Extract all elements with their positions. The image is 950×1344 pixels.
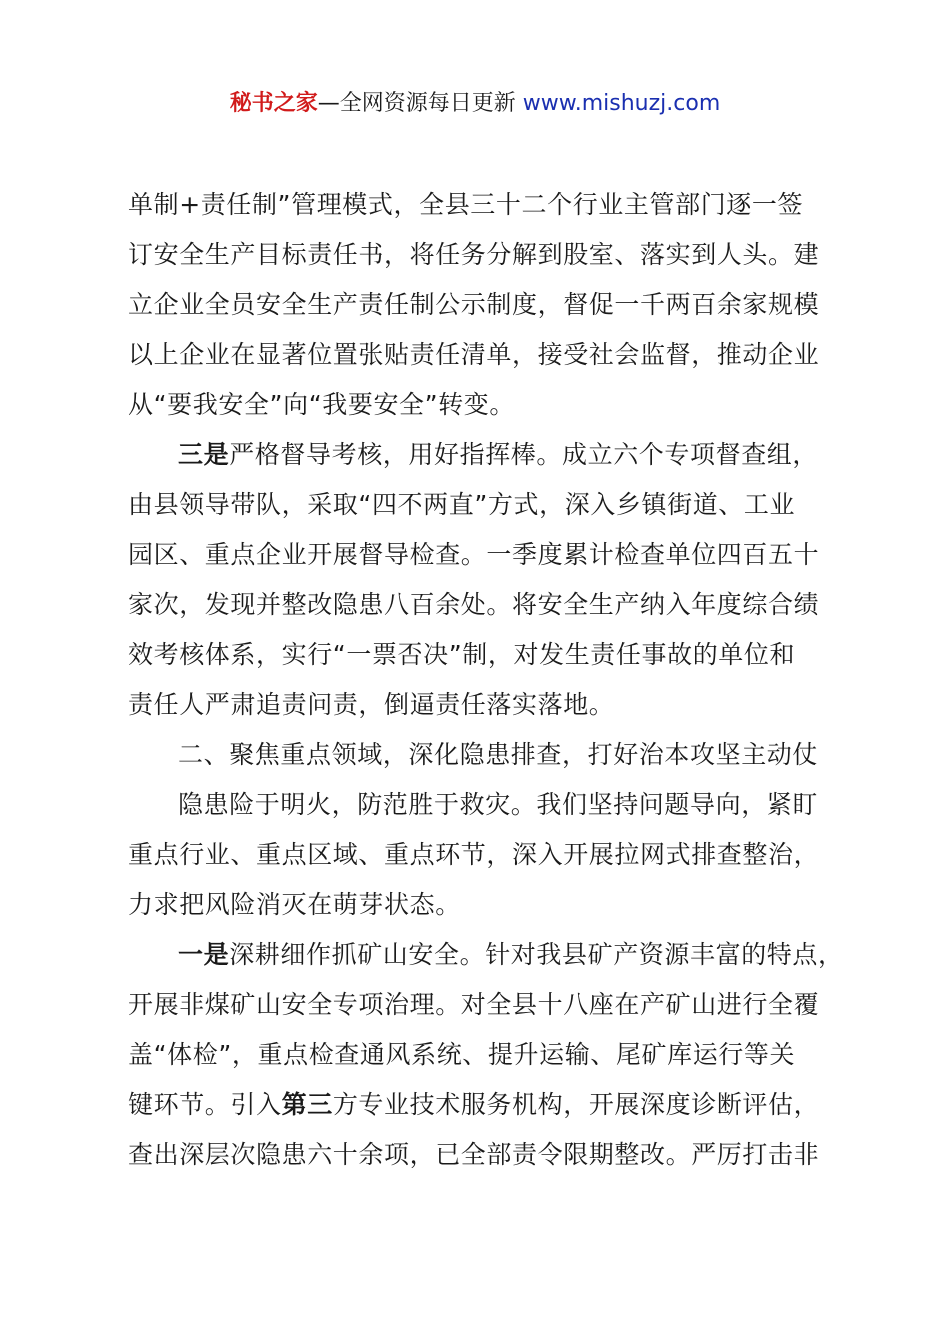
header-tagline: —全网资源每日更新 [317, 91, 523, 116]
document-body [128, 180, 844, 1180]
paragraph-first-line [128, 930, 844, 980]
paragraph-lead: 一是 [178, 940, 230, 969]
text-span: 深耕细作抓矿山安全。针对我县矿产资源丰富的特点， [229, 940, 844, 969]
text-line [128, 1080, 830, 1130]
text-line: 开展非煤矿山安全专项治理。对全县十八座在产矿山进行全覆 [128, 990, 820, 1019]
text-line: 由县领导带队，采取“四不两直”方式，深入乡镇街道、工业 [128, 490, 796, 519]
text-line: 以上企业在显著位置张贴责任清单，接受社会监督，推动企业 [128, 340, 820, 369]
section-heading: 二、聚焦重点领域，深化隐患排查，打好治本攻坚主动仗 [178, 740, 819, 769]
text-line: 重点行业、重点区域、重点环节，深入开展拉网式排查整治， [128, 840, 820, 869]
paragraph-first-line [128, 430, 830, 480]
text-line: 订安全生产目标责任书，将任务分解到股室、落实到人头。建 [128, 240, 820, 269]
site-header [0, 88, 950, 120]
text-span: 键环节。引入 [128, 1090, 282, 1119]
site-url-link[interactable]: www.mishuzj.com [522, 91, 721, 116]
text-line: 园区、重点企业开展督导检查。一季度累计检查单位四百五十 [128, 540, 820, 569]
text-span: 方专业技术服务机构，开展深度诊断评估， [332, 1090, 820, 1119]
text-span: 严格督导考核，用好指挥棒。成立六个专项督查组， [229, 440, 819, 469]
brand-name: 秘书之家 [229, 91, 318, 116]
bold-span: 第三 [281, 1090, 333, 1119]
text-line: 责任人严肃追责问责，倒逼责任落实落地。 [128, 690, 615, 719]
text-line: 从“要我安全”向“我要安全”转变。 [128, 390, 516, 419]
text-line: 隐患险于明火，防范胜于救灾。我们坚持问题导向，紧盯 [178, 790, 819, 819]
text-line: 家次，发现并整改隐患八百余处。将安全生产纳入年度综合绩 [128, 590, 820, 619]
paragraph-lead: 三是 [178, 440, 230, 469]
text-line: 盖“体检”，重点检查通风系统、提升运输、尾矿库运行等关 [128, 1040, 796, 1069]
text-line: 立企业全员安全生产责任制公示制度，督促一千两百余家规模 [128, 290, 820, 319]
text-line: 效考核体系，实行“一票否决”制，对发生责任事故的单位和 [128, 640, 796, 669]
text-line: 力求把风险消灭在萌芽状态。 [128, 890, 461, 919]
text-line: 单制+责任制”管理模式，全县三十二个行业主管部门逐一签 [128, 190, 804, 219]
text-line: 查出深层次隐患六十余项，已全部责令限期整改。严厉打击非 [128, 1140, 820, 1169]
